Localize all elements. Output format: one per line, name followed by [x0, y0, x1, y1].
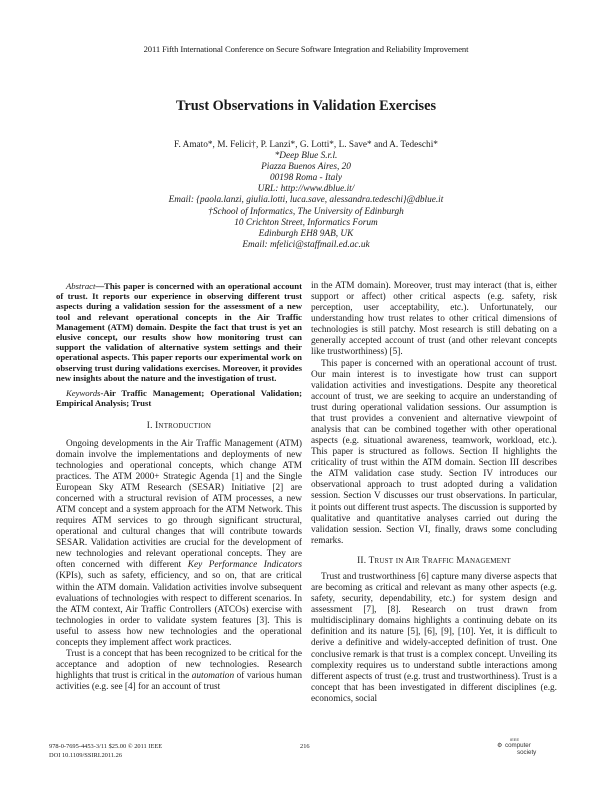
page-number: 216 — [300, 743, 310, 750]
affiliation-1-name: *Deep Blue S.r.l. — [274, 151, 338, 162]
intro-paragraph-4: This paper is concerned with an operational account of trust. Our main interest is to investigate how trust can support validation activities and investigations. Despite any theoretical account of trust, we are seeking to acquire an understanding of trust during operational validation sessions. Our assumption is that trust provides a convenient and alternative viewpoint of analysis that can be combined together with other operational aspects (e.g. situational awareness, teamwork, workload, etc.). This paper is structured as follows. Section II highlights the criticality of trust within the ATM domain. Section III describes the ATM validation case study. Section IV introduces our observational approach to trust adopted during a validation session. Section V discusses our trust observations. In particular, it points out different trust aspects. The discussion is supported by qualitative and quantitative analyses carried out during the validation session. Section VI, finally, draws some concluding remarks. — [311, 358, 557, 546]
logo-society-text: society — [517, 749, 537, 756]
intro-p1-text-b: (KPIs), such as safety, efficiency, and so on, that are critical within the ATM domain. Validation activities involve subsequent evaluations of technologies with respect to different scenarios. In the ATM context, Air Traffic Controllers (ATCOs) exercise with technologies in order to validate system features [3]. This is useful to assess how new technologies and the operational concepts they implement affect work practices. — [56, 571, 302, 648]
conference-header: 2011 Fifth International Conference on Secure Software Integration and Reliability Improvement — [143, 44, 469, 54]
affiliation-1-address-2: 00198 Roma - Italy — [269, 173, 343, 184]
intro-p2-text-a: Trust is a concept that has been recognized to be critical for the acceptance and adoption of new technologies. Research highlights that trust is critical in the — [56, 649, 302, 682]
logo-ieee-text: IEEE — [510, 737, 520, 742]
left-column — [56, 281, 302, 693]
paper-title: Trust Observations in Validation Exercises — [175, 98, 437, 114]
intro-p2-emphasis: automation — [191, 671, 235, 682]
intro-paragraph-3: in the ATM domain). Moreover, trust may interact (that is, either support or affect) other critical aspects (e.g. safety, risk perception, user acceptability, etc.). Unfortunately, our understanding how trust relates to other critical dimensions of technologies is still patchy. Most research is still debating on a generally accepted account of trust (and other relevant concepts like trustworthiness) [5]. — [311, 281, 557, 358]
affiliation-1-url: URL: http://www.dblue.it/ — [257, 184, 355, 195]
abstract-label: Abstract — [66, 281, 96, 291]
intro-p1-text-a: Ongoing developments in the Air Traffic Management (ATM) domain involve the implementations and deployments of new technologies and operational concepts, which change ATM practices. The ATM 2000+ Strategic Agenda [1] and the Single European Sky ATM Research (SESAR) Initiative [2] are concerned with a structural revision of ATM processes, a new ATM concept and a system approach for the ATM Network. This requires ATM services to go through significant structural, operational and cultural changes that will contribute towards SESAR. Validation activities are crucial for the development of new technologies and relevant operational concepts. They are often concerned with different — [56, 438, 302, 571]
affiliation-1-address-1: Piazza Buenos Aires, 20 — [261, 162, 351, 173]
abstract-text: —This paper is concerned with an operational account of trust. It reports our experience in observing different trust aspects during a validation session for the assessment of a new tool and relevant operational concepts in the Air Traffic Management (ATM) domain. Despite the fact that trust is yet an elusive concept, our results show how monitoring trust can support the validation of alternative system settings and their operational aspects. This paper reports our experimental work on observing trust during validations exercises. Moreover, it provides new insights about the nature and the investigation of trust. — [56, 281, 302, 383]
keywords — [56, 388, 302, 408]
intro-paragraph-2 — [56, 649, 302, 693]
affiliation-2-address-1: 10 Crichton Street, Informatics Forum — [234, 217, 378, 228]
footer-publication-info — [49, 743, 162, 760]
author-block — [0, 140, 612, 251]
logo-computer-text: computer — [505, 742, 531, 749]
society-logo-icon: ⚙ — [497, 743, 503, 749]
intro-p1-emphasis: Key Performance Indicators — [187, 560, 302, 571]
intro-paragraph-1 — [56, 439, 302, 649]
affiliation-1-email: Email: {paola.lanzi, giulia.lotti, luca.save, alessandra.tedeschi}@dblue.it — [168, 195, 444, 206]
keywords-text: -Air Traffic Management; Operational Validation; Empirical Analysis; Trust — [56, 388, 302, 409]
author-names: F. Amato*, M. Felici†, P. Lanzi*, G. Lotti*, L. Save* and A. Tedeschi* — [174, 140, 438, 150]
ieee-computer-society-logo — [497, 737, 557, 759]
footer-isbn: 978-0-7695-4453-3/11 $25.00 © 2011 IEEE — [49, 743, 163, 750]
affiliation-2-name: †School of Informatics, The University of Edinburgh — [208, 206, 404, 217]
trust-paragraph-1: Trust and trustworthiness [6] capture many diverse aspects that are becoming as critical and relevant as many other aspects (e.g. safety, security, dependability, etc.) for system design and assessment [7], [8]. Research on trust drawn from multidisciplinary domains highlights a continuing debate on its definition and its nature [5], [6], [9], [10]. Yet, it is difficult to derive a definitive and widely-accepted definition of trust. One conclusive remark is that trust is a complex concept. Unveiling its complexity requires us to understand subtle interactions among different aspects of trust (e.g. trust and trustworthiness). Trust is a concept that has been investigated in different disciplines (e.g. economics, social — [311, 571, 557, 704]
footer-doi: DOI 10.1109/SSIRI.2011.26 — [49, 751, 123, 759]
right-column — [311, 281, 557, 705]
affiliation-2-email: Email: mfelici@staffmail.ed.ac.uk — [242, 239, 370, 250]
affiliation-2-address-2: Edinburgh EH8 9AB, UK — [258, 228, 354, 239]
section-heading-trust-atm: II. Trust in Air Traffic Management — [357, 555, 511, 566]
keywords-label: Keywords — [66, 388, 101, 399]
abstract — [56, 281, 302, 383]
section-heading-introduction: I. Introduction — [146, 421, 212, 432]
intro-p2-text-b: of various human activities (e.g. see [4] for an account of trust — [56, 671, 302, 693]
